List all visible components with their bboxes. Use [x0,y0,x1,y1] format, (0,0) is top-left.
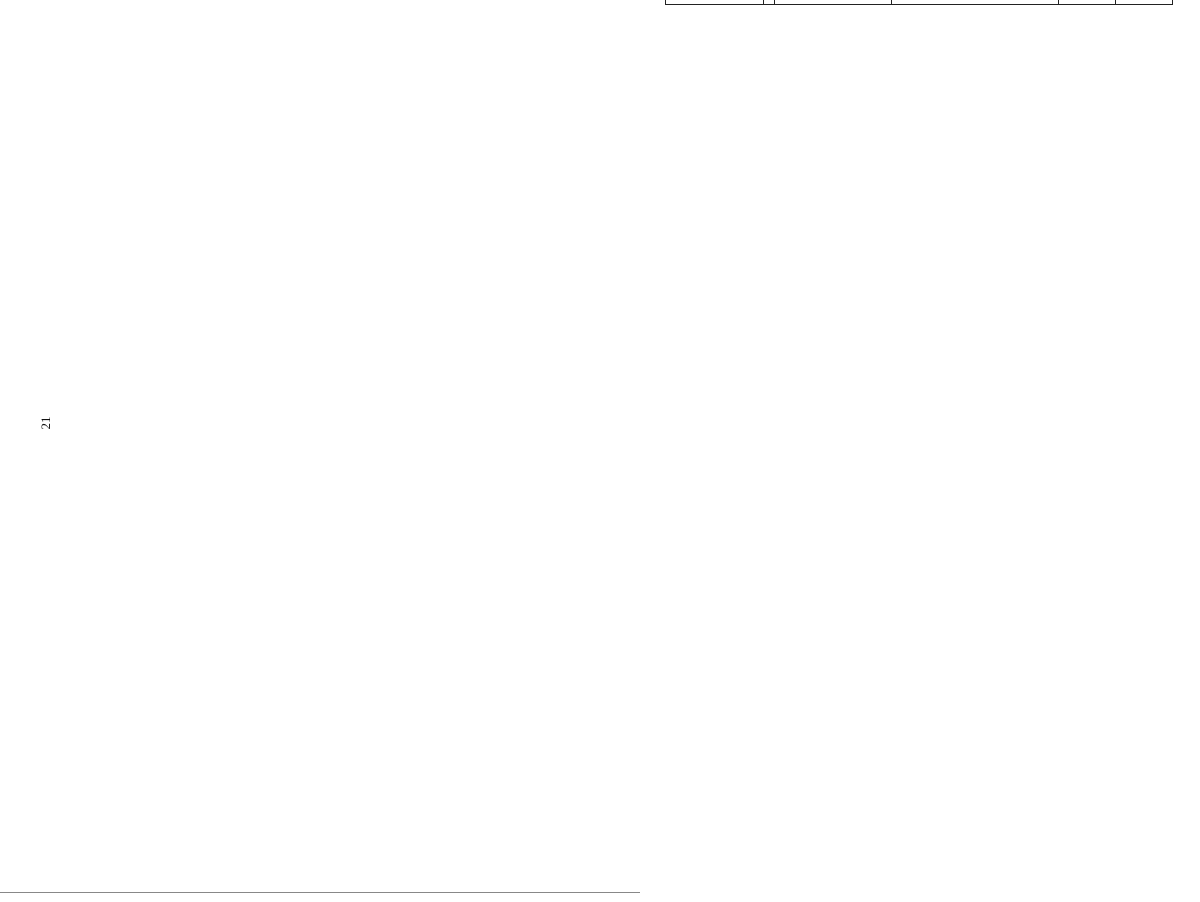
table-row [1059,0,1116,5]
table-row [1116,0,1173,5]
row-number [775,0,892,5]
column-number-row [764,0,775,5]
table-row [892,0,1059,5]
header-cell [666,0,764,5]
column-number [764,0,775,5]
row-number [1059,0,1116,5]
rotated-page-content [600,0,1200,40]
row-number [892,0,1059,5]
scan-edge-line [0,892,640,893]
row-number [1116,0,1173,5]
header-row [666,0,764,5]
land-plots-table [665,0,1173,5]
table-row [775,0,892,5]
table-title [640,0,656,40]
page-number: 21 [38,416,53,430]
